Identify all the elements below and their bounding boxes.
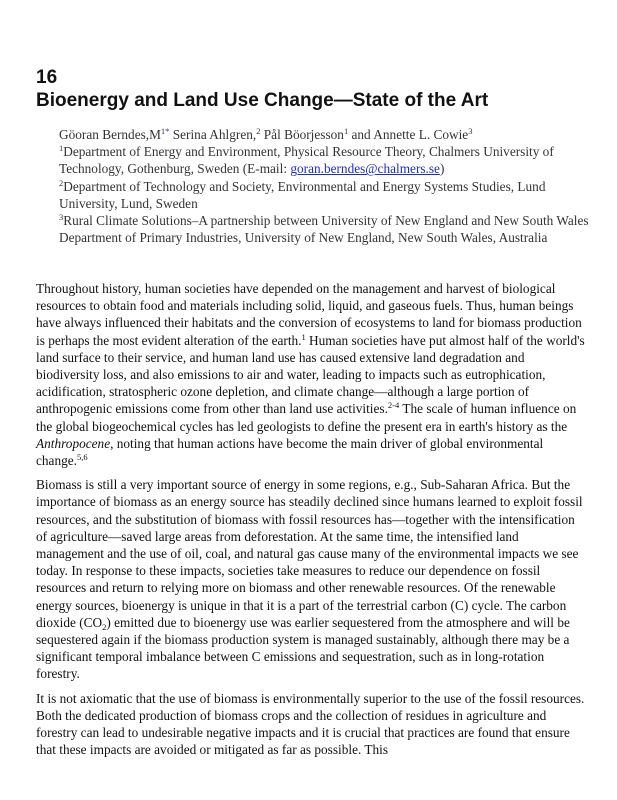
affiliation-3-text: Rural Climate Solutions–A partnership between University of New England and New South Wales Department of Primary Industries, University of New England, New South Wales, Australia bbox=[59, 213, 589, 246]
author-4-affil-mark: 3 bbox=[468, 126, 473, 136]
affiliation-3-number: 3 bbox=[59, 212, 64, 223]
affiliation-2-number: 2 bbox=[59, 177, 64, 188]
chapter-heading bbox=[36, 66, 488, 112]
affiliation-1-number: 1 bbox=[59, 143, 64, 154]
p1-text-a: Throughout history, human societies have depended on the management and harvest of biological resources to obtain food and materials including solid, liquid, and gaseous fuels. Thus, human beings have always influenced their habitats and the conversion of ecosystems to land for biomass production is perhaps the most evident alteration of the earth. bbox=[36, 281, 582, 348]
paragraph-2 bbox=[36, 476, 588, 682]
corresponding-author-link[interactable]: * bbox=[165, 126, 170, 136]
author-name-1: Göoran Berndes,M bbox=[59, 127, 161, 142]
affiliation-2 bbox=[59, 178, 589, 212]
body-text bbox=[36, 280, 588, 765]
affiliation-2-text: Department of Technology and Society, Environmental and Energy Systems Studies, Lund University, Lund, Sweden bbox=[59, 178, 546, 211]
paragraph-3: It is not axiomatic that the use of biomass is environmentally superior to the use of the fossil resources. Both the dedicated production of biomass crops and the collection of residues in agriculture and forestry can lead to undesirable negative impacts and it is crucial that practices are found that ensure that these impacts are avoided or mitigated as far as possible. This bbox=[36, 690, 585, 758]
p1-text-d: , noting that human actions have become the main driver of global environmental change. bbox=[36, 435, 544, 469]
p2-text-a: Biomass is still a very important source of energy in some regions, e.g., Sub-Saharan Africa. But the importance of biomass as an energy source has steadily declined since humans learned to exploit fossil resources, and the substitution of biomass with fossil resources has—together with the intensification of agriculture—saved large areas from deforestation. At the same time, the intensified land management and the use of oil, coal, and natural gas cause many of the environmental impacts we see today. In response to these impacts, societies take measures to reduce our dependence on fossil resources and return to relying more on biomass and other renewable resources. Of the renewable energy sources, bioenergy is unique in that it is a part of the terrestrial carbon (C) cycle. The carbon dioxide (CO bbox=[36, 477, 583, 630]
citation-1: 1 bbox=[301, 331, 306, 342]
author-name-3: Pål Böorjesson bbox=[260, 127, 344, 142]
author-list bbox=[59, 126, 589, 143]
anthropocene-term: Anthropocene bbox=[36, 435, 111, 451]
author-name-4: and Annette L. Cowie bbox=[348, 127, 469, 142]
chapter-title: Bioenergy and Land Use Change—State of the Art bbox=[36, 90, 489, 111]
p1-text-b: Human societies have put almost half of the world's land surface to their service, and human land use has caused extensive land degradation and biodiversity loss, and also emissions to air and water, leading to impacts such as eutrophication, acidification, stratospheric ozone depletion, and climate change—although a large portion of anthropogenic emissions come from other than land use activities. bbox=[36, 332, 585, 417]
co2-subscript: 2 bbox=[102, 621, 107, 632]
affiliation-3 bbox=[59, 212, 589, 246]
paragraph-1 bbox=[36, 280, 588, 469]
citation-5-6: 5,6 bbox=[76, 452, 88, 463]
affiliation-1-text: Department of Energy and Environment, Physical Resource Theory, Chalmers University of Technology, Gothenburg, Sweden (E-mail: bbox=[59, 144, 554, 177]
chapter-number: 16 bbox=[36, 67, 58, 88]
author-name-2: Serina Ahlgren, bbox=[169, 127, 257, 142]
email-link[interactable]: goran.berndes@chalmers.se bbox=[290, 161, 440, 177]
author-1-affil-mark: 1 bbox=[160, 126, 166, 136]
affiliation-1-close: ) bbox=[439, 161, 445, 177]
p2-text-b: ) emitted due to bioenergy use was earlier sequestered from the atmosphere and will be sequestered again if the biomass production system is managed sustainably, although there may be a significant temporal imbalance between C emissions and sequestration, such as in long-rotation forestry. bbox=[36, 614, 570, 682]
p1-text-c: The scale of human influence on the global biogeochemical cycles has led geologists to define the present era in earth's history as the bbox=[36, 401, 577, 434]
author-3-affil-mark: 1 bbox=[343, 126, 349, 136]
citation-2-4: 2-4 bbox=[387, 400, 400, 411]
author-2-affil-mark: 2 bbox=[256, 126, 261, 136]
author-block bbox=[59, 126, 589, 246]
affiliation-1 bbox=[59, 143, 589, 177]
